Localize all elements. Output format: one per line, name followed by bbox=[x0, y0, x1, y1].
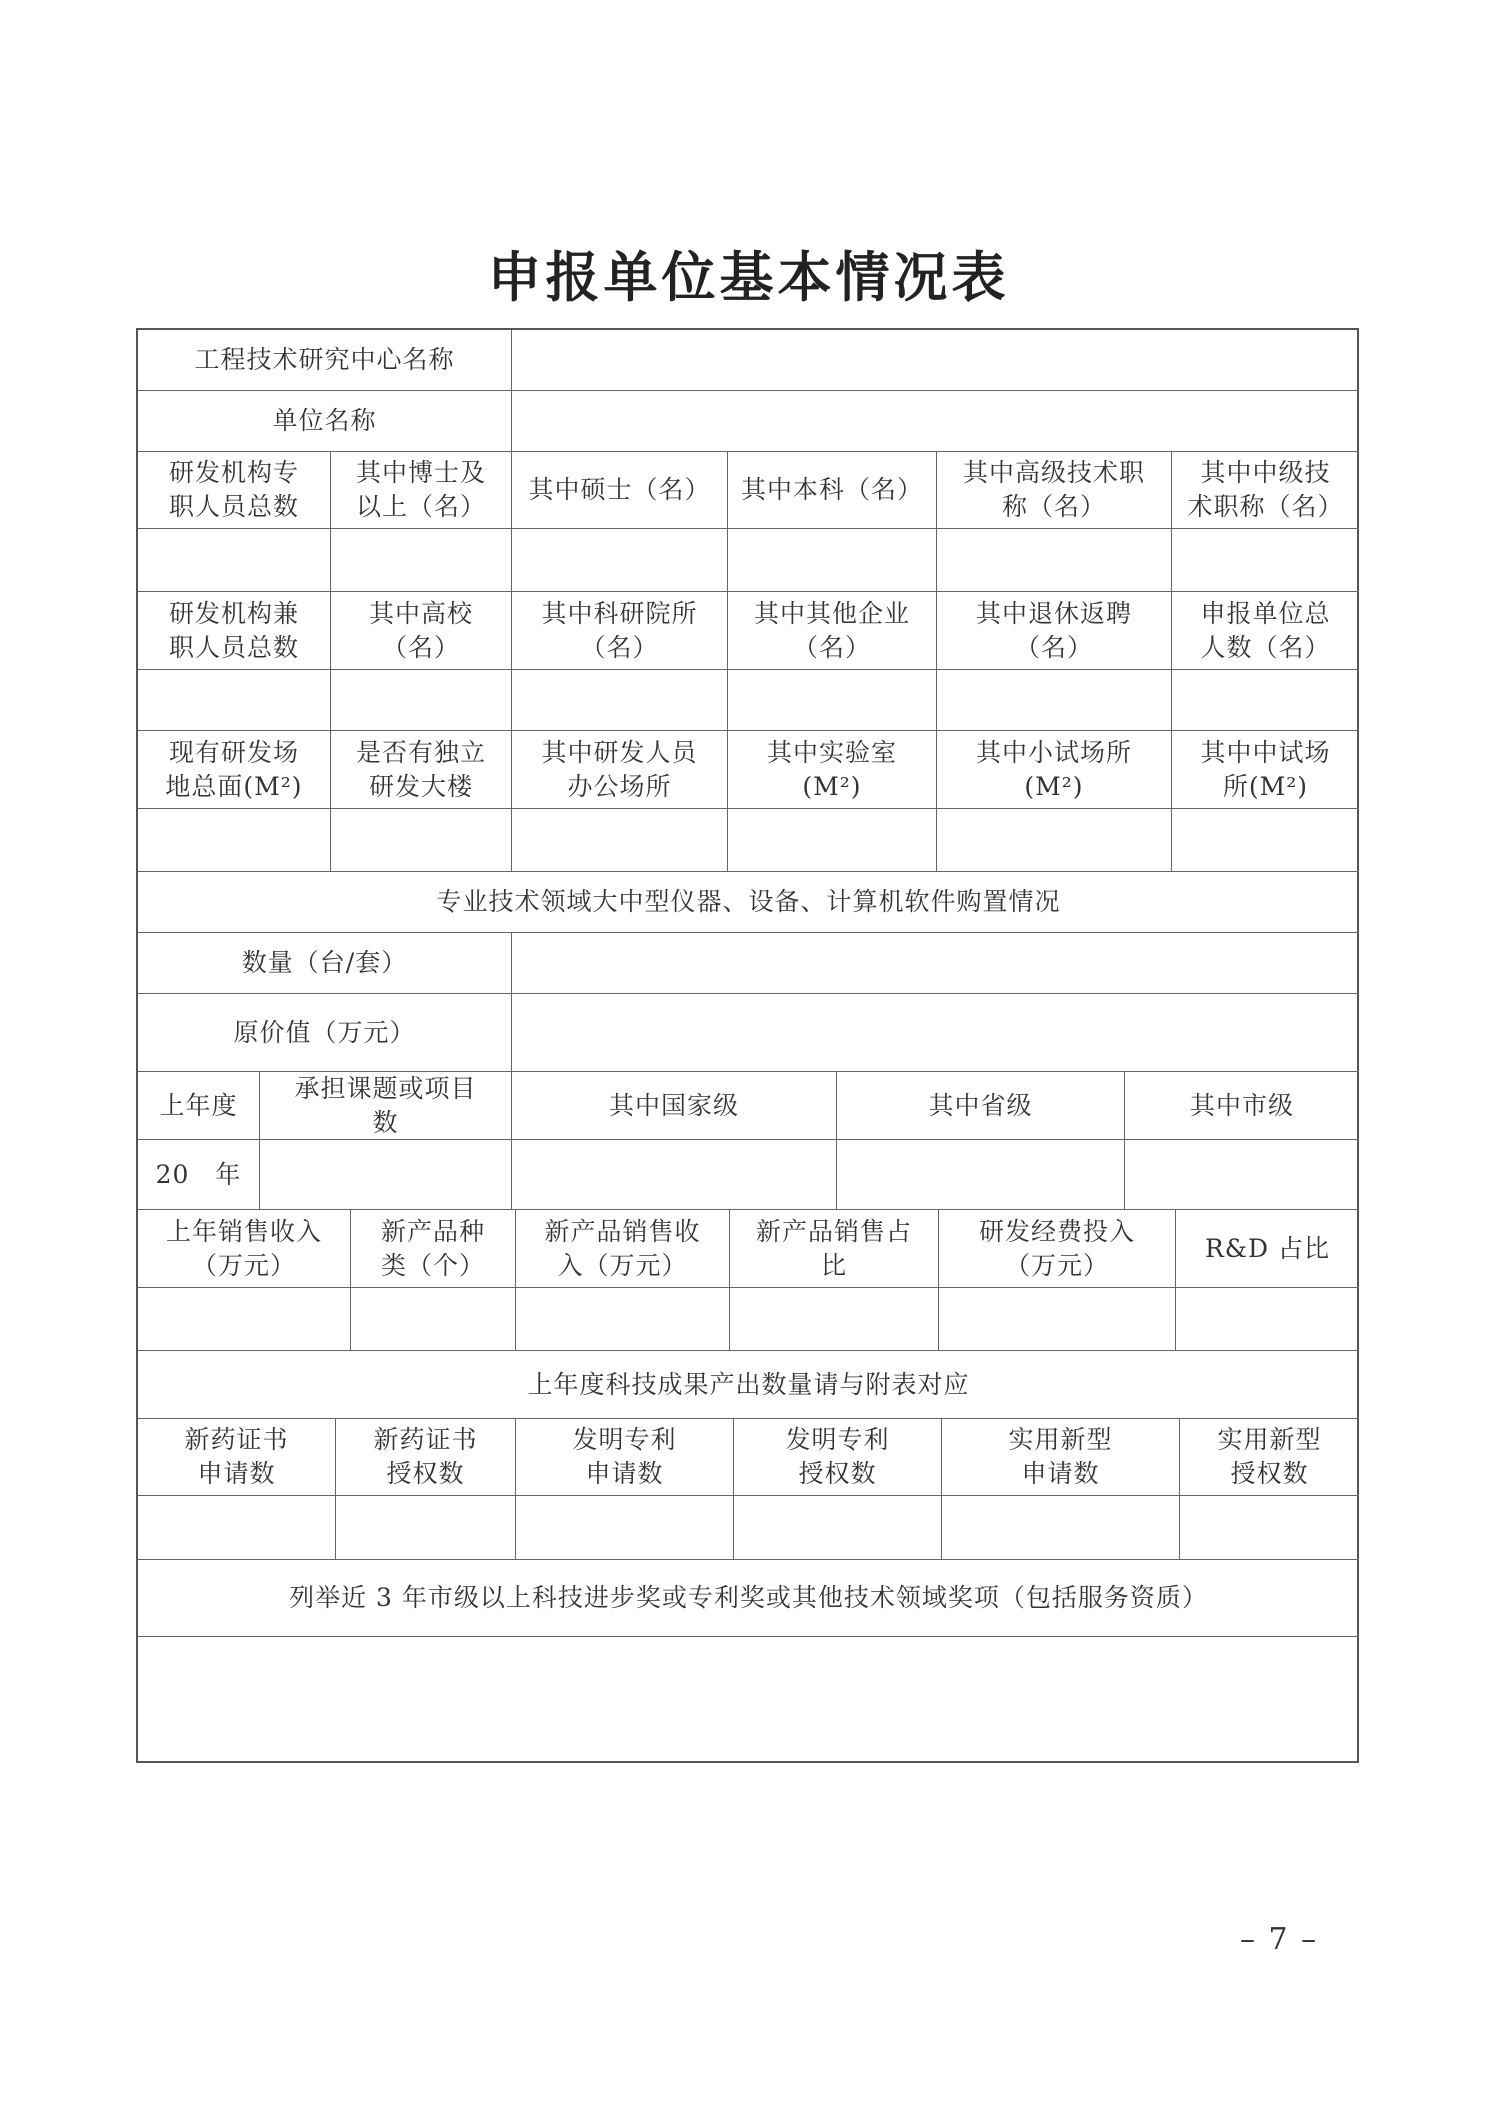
input-drug-cert-granted[interactable] bbox=[336, 1496, 516, 1560]
quantity-field[interactable] bbox=[512, 933, 1359, 994]
header-utility-model-applied: 实用新型 申请数 bbox=[942, 1419, 1180, 1496]
input-middle-title[interactable] bbox=[1172, 529, 1359, 592]
header-senior-title: 其中高级技术职 称（名） bbox=[937, 452, 1172, 529]
unit-name-label: 单位名称 bbox=[138, 391, 512, 452]
form-title: 申报单位基本情况表 bbox=[487, 245, 1010, 309]
input-other-enterprise[interactable] bbox=[728, 670, 937, 731]
header-new-product-types: 新产品种 类（个） bbox=[351, 1210, 516, 1288]
header-university: 其中高校 （名） bbox=[331, 592, 512, 670]
input-new-product-revenue[interactable] bbox=[516, 1288, 730, 1351]
input-total-staff[interactable] bbox=[1172, 670, 1359, 731]
header-municipal-level: 其中市级 bbox=[1125, 1072, 1359, 1140]
input-site-area[interactable] bbox=[138, 809, 331, 872]
input-bachelor[interactable] bbox=[728, 529, 937, 592]
header-invention-patent-applied: 发明专利 申请数 bbox=[516, 1419, 734, 1496]
input-provincial-level[interactable] bbox=[837, 1140, 1125, 1210]
input-independent-building[interactable] bbox=[331, 809, 512, 872]
input-phd[interactable] bbox=[331, 529, 512, 592]
header-projects-count: 承担课题或项目 数 bbox=[260, 1072, 512, 1140]
header-phd: 其中博士及 以上（名） bbox=[331, 452, 512, 529]
input-invention-patent-granted[interactable] bbox=[734, 1496, 942, 1560]
header-bachelor: 其中本科（名） bbox=[728, 452, 937, 529]
header-drug-cert-applied: 新药证书 申请数 bbox=[138, 1419, 336, 1496]
header-fulltime-total: 研发机构专 职人员总数 bbox=[138, 452, 331, 529]
input-pilot-test-site[interactable] bbox=[1172, 809, 1359, 872]
header-middle-title: 其中中级技 术职称（名） bbox=[1172, 452, 1359, 529]
header-last-year: 上年度 bbox=[138, 1072, 260, 1140]
input-office-space[interactable] bbox=[512, 809, 728, 872]
center-name-field[interactable] bbox=[512, 330, 1359, 391]
input-municipal-level[interactable] bbox=[1125, 1140, 1359, 1210]
input-invention-patent-applied[interactable] bbox=[516, 1496, 734, 1560]
header-drug-cert-granted: 新药证书 授权数 bbox=[336, 1419, 516, 1496]
input-rd-ratio[interactable] bbox=[1176, 1288, 1359, 1351]
header-utility-model-granted: 实用新型 授权数 bbox=[1180, 1419, 1359, 1496]
input-new-product-types[interactable] bbox=[351, 1288, 516, 1351]
input-master[interactable] bbox=[512, 529, 728, 592]
header-total-staff: 申报单位总 人数（名） bbox=[1172, 592, 1359, 670]
header-retired-rehired: 其中退休返聘 （名） bbox=[937, 592, 1172, 670]
input-institute[interactable] bbox=[512, 670, 728, 731]
header-institute: 其中科研院所 （名） bbox=[512, 592, 728, 670]
header-new-product-revenue: 新产品销售收 入（万元） bbox=[516, 1210, 730, 1288]
center-name-label: 工程技术研究中心名称 bbox=[138, 330, 512, 391]
header-rd-ratio: R&D 占比 bbox=[1176, 1210, 1359, 1288]
header-master: 其中硕士（名） bbox=[512, 452, 728, 529]
achievements-section-header: 上年度科技成果产出数量请与附表对应 bbox=[138, 1351, 1359, 1419]
application-form-table bbox=[136, 328, 1359, 1763]
equipment-section-header: 专业技术领域大中型仪器、设备、计算机软件购置情况 bbox=[138, 872, 1359, 933]
awards-section-header: 列举近 3 年市级以上科技进步奖或专利奖或其他技术领域奖项（包括服务资质） bbox=[138, 1560, 1359, 1637]
input-laboratory[interactable] bbox=[728, 809, 937, 872]
page-number: – 7 – bbox=[1240, 1922, 1319, 1957]
unit-name-field[interactable] bbox=[512, 391, 1359, 452]
header-independent-building: 是否有独立 研发大楼 bbox=[331, 731, 512, 809]
input-fulltime-total[interactable] bbox=[138, 529, 331, 592]
input-utility-model-applied[interactable] bbox=[942, 1496, 1180, 1560]
input-retired-rehired[interactable] bbox=[937, 670, 1172, 731]
header-sales-revenue: 上年销售收入 （万元） bbox=[138, 1210, 351, 1288]
header-parttime-total: 研发机构兼 职人员总数 bbox=[138, 592, 331, 670]
header-pilot-test-site: 其中中试场 所(M²) bbox=[1172, 731, 1359, 809]
awards-field[interactable] bbox=[138, 1637, 1359, 1763]
header-site-area: 现有研发场 地总面(M²) bbox=[138, 731, 331, 809]
input-sales-revenue[interactable] bbox=[138, 1288, 351, 1351]
input-university[interactable] bbox=[331, 670, 512, 731]
input-national-level[interactable] bbox=[512, 1140, 837, 1210]
header-rd-investment: 研发经费投入 （万元） bbox=[939, 1210, 1176, 1288]
input-projects-count[interactable] bbox=[260, 1140, 512, 1210]
year-label[interactable]: 20 年 bbox=[138, 1140, 260, 1210]
value-field[interactable] bbox=[512, 994, 1359, 1072]
input-senior-title[interactable] bbox=[937, 529, 1172, 592]
header-office-space: 其中研发人员 办公场所 bbox=[512, 731, 728, 809]
header-invention-patent-granted: 发明专利 授权数 bbox=[734, 1419, 942, 1496]
input-parttime-total[interactable] bbox=[138, 670, 331, 731]
header-new-product-share: 新产品销售占 比 bbox=[730, 1210, 939, 1288]
header-laboratory: 其中实验室 (M²) bbox=[728, 731, 937, 809]
header-provincial-level: 其中省级 bbox=[837, 1072, 1125, 1140]
header-national-level: 其中国家级 bbox=[512, 1072, 837, 1140]
input-rd-investment[interactable] bbox=[939, 1288, 1176, 1351]
header-small-test-site: 其中小试场所 (M²) bbox=[937, 731, 1172, 809]
input-new-product-share[interactable] bbox=[730, 1288, 939, 1351]
input-drug-cert-applied[interactable] bbox=[138, 1496, 336, 1560]
value-label: 原价值（万元） bbox=[138, 994, 512, 1072]
header-other-enterprise: 其中其他企业 （名） bbox=[728, 592, 937, 670]
quantity-label: 数量（台/套） bbox=[138, 933, 512, 994]
input-small-test-site[interactable] bbox=[937, 809, 1172, 872]
input-utility-model-granted[interactable] bbox=[1180, 1496, 1359, 1560]
